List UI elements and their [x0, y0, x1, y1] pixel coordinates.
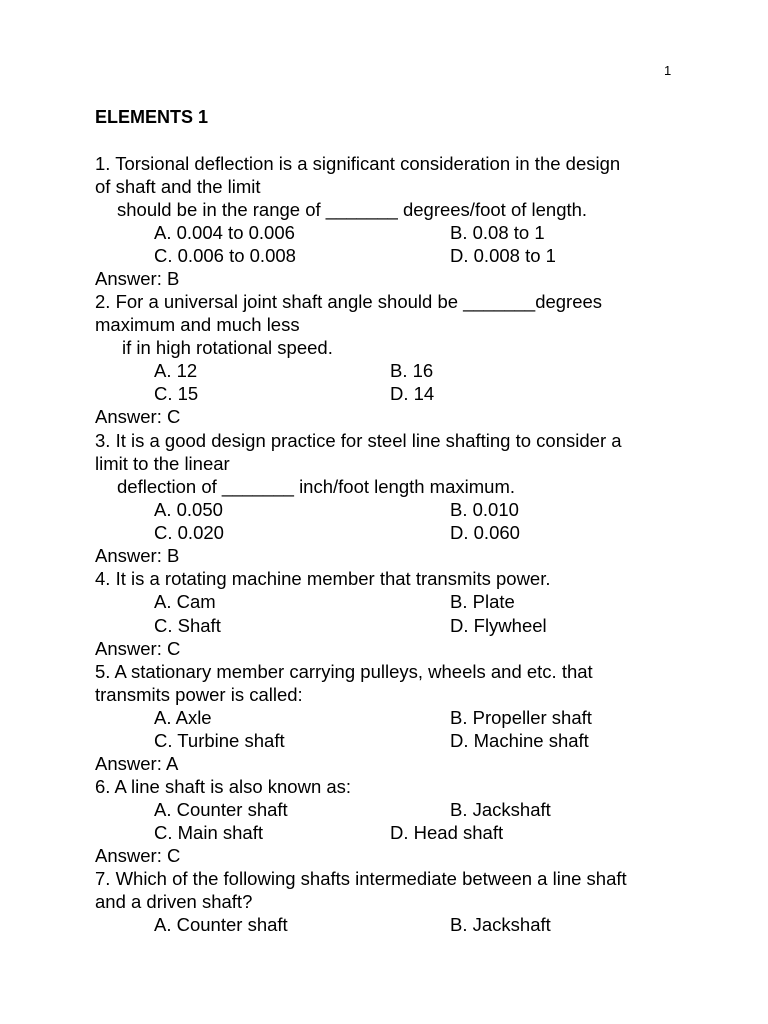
q3-option-b: B. 0.010	[450, 499, 519, 520]
q2-option-c: C. 15	[154, 383, 199, 404]
q6-option-c: C. Main shaft	[154, 822, 263, 843]
q2-text-line-2: maximum and much less	[95, 314, 300, 335]
q6-answer: Answer: C	[95, 845, 181, 866]
q7-option-b: B. Jackshaft	[450, 914, 551, 935]
q5-text-line-1: 5. A stationary member carrying pulleys, wheels and etc. that	[95, 661, 593, 682]
q6-option-a: A. Counter shaft	[154, 799, 288, 820]
q5-option-b: B. Propeller shaft	[450, 707, 592, 728]
q1-text-line-1: 1. Torsional deflection is a significant consideration in the design	[95, 153, 621, 174]
q4-option-b: B. Plate	[450, 591, 515, 612]
q6-option-d: D. Head shaft	[390, 822, 504, 843]
q2-option-d: D. 14	[390, 383, 435, 404]
q7-option-a: A. Counter shaft	[154, 914, 288, 935]
q3-text-line-3: deflection of _______ inch/foot length maximum.	[117, 476, 515, 497]
q4-option-d: D. Flywheel	[450, 615, 547, 636]
q2-text-line-1: 2. For a universal joint shaft angle should be _______degrees	[95, 291, 603, 312]
q6-option-b: B. Jackshaft	[450, 799, 551, 820]
q5-option-d: D. Machine shaft	[450, 730, 589, 751]
q1-option-c: C. 0.006 to 0.008	[154, 245, 296, 266]
q3-option-d: D. 0.060	[450, 522, 520, 543]
q4-option-c: C. Shaft	[154, 615, 221, 636]
q3-text-line-1: 3. It is a good design practice for steel line shafting to consider a	[95, 430, 622, 451]
q4-option-a: A. Cam	[154, 591, 216, 612]
q5-option-c: C. Turbine shaft	[154, 730, 285, 751]
q3-answer: Answer: B	[95, 545, 180, 566]
q4-text-line-1: 4. It is a rotating machine member that transmits power.	[95, 568, 551, 589]
q2-option-a: A. 12	[154, 360, 198, 381]
q7-text-line-2: and a driven shaft?	[95, 891, 253, 912]
q2-option-b: B. 16	[390, 360, 434, 381]
q1-answer: Answer: B	[95, 268, 180, 289]
q5-text-line-2: transmits power is called:	[95, 684, 303, 705]
q5-option-a: A. Axle	[154, 707, 212, 728]
q6-text-line-1: 6. A line shaft is also known as:	[95, 776, 352, 797]
q7-text-line-1: 7. Which of the following shafts intermediate between a line shaft	[95, 868, 627, 889]
q2-text-line-3: if in high rotational speed.	[122, 337, 333, 358]
q1-option-b: B. 0.08 to 1	[450, 222, 545, 243]
q1-option-d: D. 0.008 to 1	[450, 245, 556, 266]
q2-answer: Answer: C	[95, 406, 181, 427]
q3-option-c: C. 0.020	[154, 522, 224, 543]
q4-answer: Answer: C	[95, 638, 181, 659]
page-number: 1	[664, 63, 672, 78]
q1-text-line-2: of shaft and the limit	[95, 176, 261, 197]
q3-option-a: A. 0.050	[154, 499, 223, 520]
document-title: ELEMENTS 1	[95, 107, 209, 127]
q3-text-line-2: limit to the linear	[95, 453, 230, 474]
q1-text-line-3: should be in the range of _______ degrees/foot of length.	[117, 199, 588, 220]
q1-option-a: A. 0.004 to 0.006	[154, 222, 295, 243]
q5-answer: Answer: A	[95, 753, 179, 774]
